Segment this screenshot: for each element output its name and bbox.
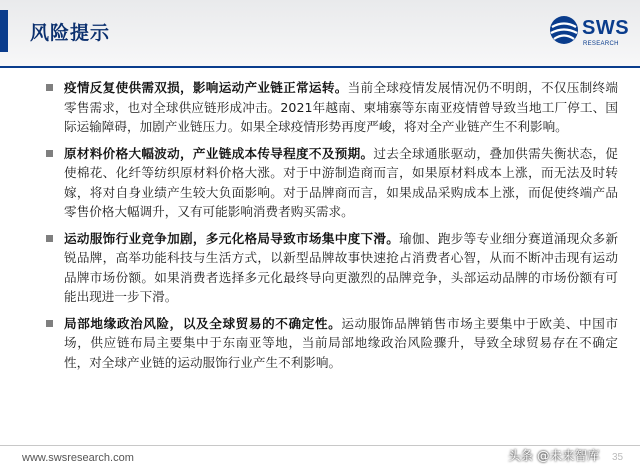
logo-subtext: RESEARCH	[583, 41, 619, 47]
globe-icon	[548, 14, 580, 46]
risk-item-geopolitics	[46, 314, 618, 373]
sws-logo	[548, 14, 632, 54]
risk-body: 瑜伽、跑步等专业细分赛道涌现众多新锐品牌，高举功能科技与生活方式，以新型品牌故事快速抢占消费者心智，从而不断冲击现有运动品牌市场份额。如果消费者选择多元化最终导向更激烈的品牌竞争，头部运动品牌的市场份额有可能出现进一步下滑。	[64, 230, 618, 304]
risk-item-pandemic	[46, 78, 618, 137]
risk-item-competition	[46, 229, 618, 307]
square-bullet-icon	[46, 150, 53, 157]
square-bullet-icon	[46, 320, 53, 327]
risk-heading: 疫情反复使供需双损，影响运动产业链正常运转。	[64, 80, 348, 95]
logo-wordmark: SWS	[582, 17, 630, 39]
risk-heading: 原材料价格大幅波动，产业链成本传导程度不及预期。	[64, 145, 374, 161]
risk-heading: 局部地缘政治风险，以及全球贸易的不确定性。	[64, 315, 342, 331]
watermark: 头条 @未来智库	[508, 448, 600, 463]
risk-body: 过去全球通胀驱动，叠加供需失衡状态，促使棉花、化纤等纺织原材料价格大涨。对于中游制造商而言，如果原材料成本上涨，而无法及时转嫁，将对自身业绩产生较大负面影响。对于品牌商而言，如果成品采购成本上涨，而促使终端产品零售价格大幅调升，又有可能影响消费者购买需求。	[64, 145, 618, 219]
risk-heading: 运动服饰行业竞争加剧，多元化格局导致市场集中度下滑。	[64, 230, 400, 246]
header-accent-bar	[0, 10, 8, 52]
risk-list	[46, 78, 618, 379]
risk-body: 运动服饰品牌销售市场主要集中于欧美、中国市场，供应链布局主要集中于东南亚等地，当前局部地缘政治风险骤升，导致全球贸易存在不确定性，对全球产业链的运动服饰行业产生不利影响。	[64, 315, 619, 370]
risk-item-raw-materials	[46, 144, 618, 222]
square-bullet-icon	[46, 84, 53, 91]
risk-body: 当前全球疫情发展情况仍不明朗，不仅压制终端零售需求，也对全球供应链形成冲击。2021年越南、柬埔寨等东南亚疫情曾导致当地工厂停工、国际运输障碍，加剧产业链压力。如果全球疫情形势再度严峻，将对全产业链产生不利影响。	[64, 80, 618, 134]
square-bullet-icon	[46, 235, 53, 242]
page-title: 风险提示	[30, 22, 111, 44]
page-number: 35	[612, 452, 624, 463]
header-divider	[0, 66, 640, 68]
footer-website-link[interactable]: www.swsresearch.com	[22, 452, 134, 464]
